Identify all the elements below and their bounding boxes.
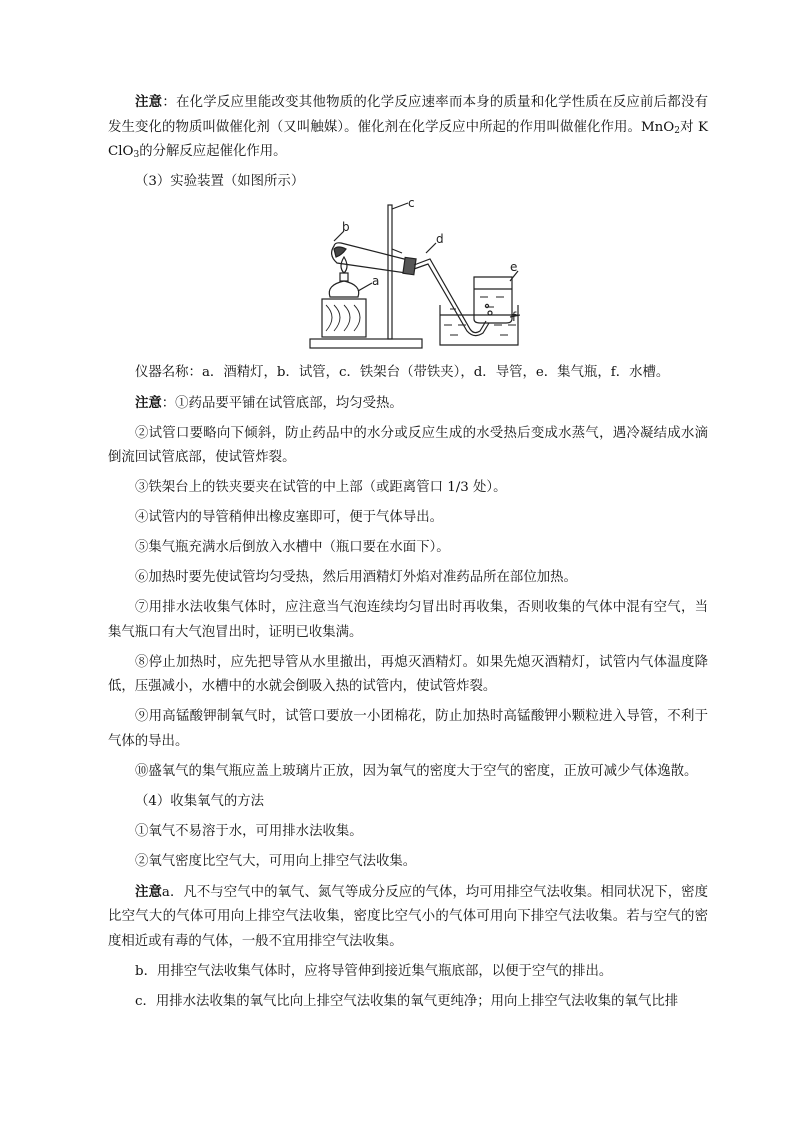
precaution-10: ⑩盛氧气的集气瓶应盖上玻璃片正放，因为氧气的密度大于空气的密度，正放可减少气体逸散。 (135, 763, 698, 779)
collection-method-2: ②氧气密度比空气大，可用向上排空气法收集。 (135, 853, 417, 869)
lamp-block (322, 299, 366, 337)
note-label: 注意 (135, 883, 162, 900)
collection-note-c: c．用排水法收集的氧气比向上排空气法收集的氧气更纯净；用向上排空气法收集的氧气比排 (135, 993, 679, 1009)
precaution-8: ⑧停止加热时，应先把导管从水里撤出，再熄灭酒精灯。如果先熄灭酒精灯，试管内气体温度降低，压强减小，水槽中的水就会倒吸入热的试管内，使试管炸裂。 (108, 654, 708, 694)
precaution-1: 注意：①药品要平铺在试管底部，均匀受热。 (135, 394, 403, 411)
clamp-arm (392, 249, 402, 253)
lamp-wick-holder (340, 273, 348, 281)
label-e: e (510, 259, 518, 274)
precaution-5: ⑤集气瓶充满水后倒放入水槽中（瓶口要在水面下）。 (135, 540, 450, 555)
precaution-6: ⑥加热时要先使试管均匀受热，然后用酒精灯外焰对准药品所在部位加热。 (135, 570, 577, 585)
label-c: c (408, 196, 415, 210)
label-a: a (372, 273, 380, 288)
label-f: f (512, 309, 517, 324)
section-heading-apparatus: （3）实验装置（如图所示） (135, 174, 305, 189)
apparatus-diagram (304, 197, 520, 355)
leader-d (426, 243, 436, 253)
block-texture (326, 305, 360, 331)
collection-method-1: ①氧气不易溶于水，可用排水法收集。 (135, 823, 363, 839)
document-page (108, 90, 708, 1020)
apparatus-figure (108, 197, 708, 357)
instrument-names: 仪器名称：a．酒精灯，b．试管，c．铁架台（带铁夹），d．导管，e．集气瓶，f．水槽。 (135, 364, 670, 380)
rubber-stopper (403, 257, 416, 274)
catalyst-definition: ：在化学反应里能改变其他物质的化学反应速率而本身的质量和化学性质在反应前后都没有发生变化的物质叫做催化剂（又叫触媒）。催化剂在化学反应中所起的作用叫做催化作用。 (108, 95, 709, 135)
gas-bottle (474, 277, 512, 323)
flame (341, 257, 347, 273)
note-label: 注意 (135, 94, 163, 110)
bubble (488, 311, 492, 315)
label-d: d (436, 231, 444, 246)
catalyst-note: 注意：在化学反应里能改变其他物质的化学反应速率而本身的质量和化学性质在反应前后都没有发生变化的物质叫做催化剂（又叫触媒）。催化剂在化学反应中所起的作用叫做催化作用。MnO$_2$对 KClO$_3$的分解反应起催化作用。 (108, 94, 709, 160)
collection-note-a: 注意a．凡不与空气中的氧气、氮气等成分反应的气体，均可用排空气法收集。相同状况下，密度比空气大的气体可用向上排空气法收集，密度比空气小的气体可用向下排空气法收集。若与空气的密度相近或有毒的气体，一般不宜用排空气法收集。 (108, 883, 708, 949)
bottle-water-marks (480, 297, 504, 307)
stand-base (310, 339, 422, 348)
bubble (485, 304, 488, 307)
alcohol-lamp-body (329, 281, 358, 297)
section-heading-collection: （4）收集氧气的方法 (135, 793, 265, 809)
collection-note-b: b．用排空气法收集气体时，应将导管伸到接近集气瓶底部，以便于空气的排出。 (135, 963, 613, 979)
precaution-3: ③铁架台上的铁夹要夹在试管的中上部（或距离管口 1/3 处）。 (135, 480, 507, 495)
label-b: b (342, 219, 350, 234)
leader-c (392, 203, 408, 209)
powder (334, 247, 346, 257)
precaution-4: ④试管内的导管稍伸出橡皮塞即可，便于气体导出。 (135, 510, 443, 525)
stand-rod (388, 205, 392, 339)
precaution-7: ⑦用排水法收集气体时，应注意当气泡连续均匀冒出时再收集，否则收集的气体中混有空气，当集气瓶口有大气泡冒出时，证明已收集满。 (108, 600, 708, 640)
precaution-2: ②试管口要略向下倾斜，防止药品中的水分或反应生成的水受热后变成水蒸气，遇冷凝结成水滴倒流回试管底部，使试管炸裂。 (108, 425, 708, 465)
leader-a (358, 283, 372, 291)
note-label: 注意 (135, 394, 162, 411)
precaution-9: ⑨用高锰酸钾制氧气时，试管口要放一小团棉花，防止加热时高锰酸钾小颗粒进入导管，不利于气体的导出。 (108, 709, 708, 749)
